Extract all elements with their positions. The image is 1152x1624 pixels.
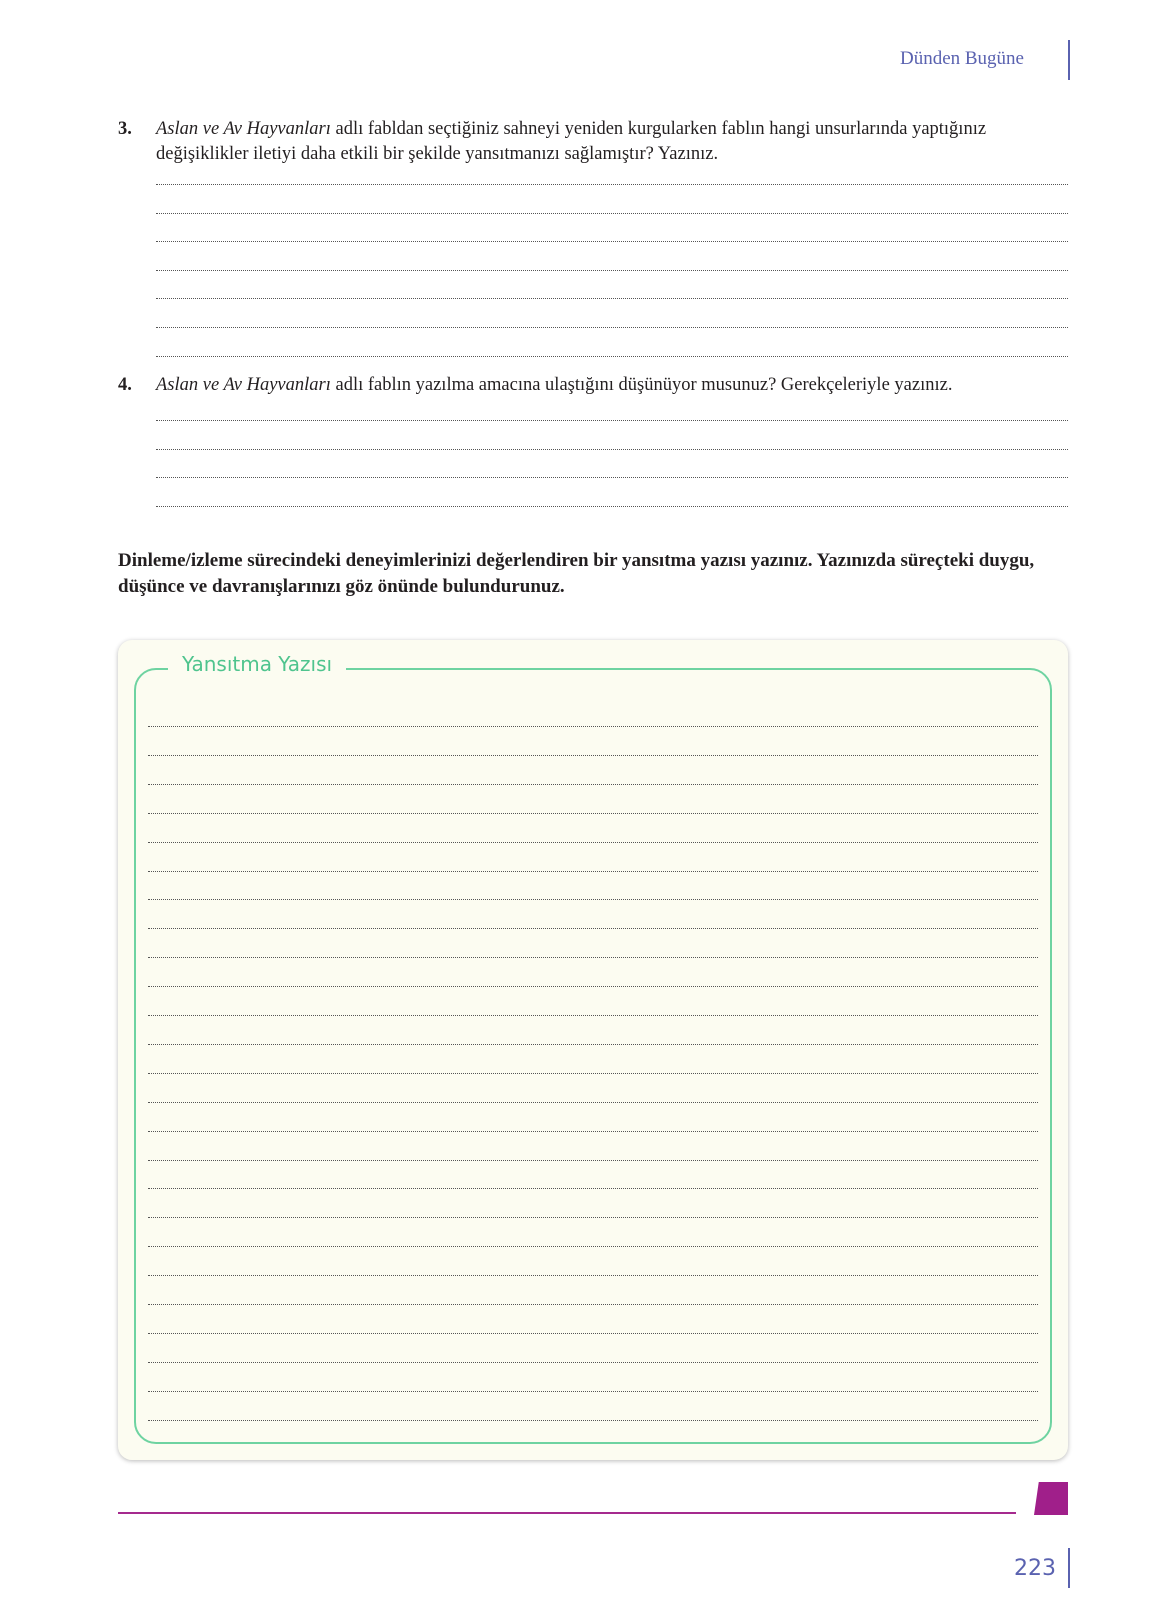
writing-line[interactable] <box>156 212 1068 214</box>
running-header: Dünden Bugüne <box>899 48 1024 69</box>
fable-title: Aslan ve Av Hayvanları <box>156 375 331 395</box>
question-3 <box>118 117 1068 167</box>
writing-line[interactable] <box>148 1072 1038 1074</box>
writing-line[interactable] <box>148 1245 1038 1247</box>
writing-line[interactable] <box>156 476 1068 478</box>
writing-line[interactable] <box>148 1332 1038 1334</box>
writing-line[interactable] <box>148 754 1038 756</box>
writing-line[interactable] <box>148 1303 1038 1305</box>
page-number: 223 <box>1014 1556 1056 1581</box>
writing-line[interactable] <box>156 297 1068 299</box>
writing-line[interactable] <box>148 1043 1038 1045</box>
writing-line[interactable] <box>148 1419 1038 1421</box>
writing-line[interactable] <box>148 1014 1038 1016</box>
footer-rule <box>118 1512 1016 1514</box>
reflection-box-title: Yansıtma Yazısı <box>168 652 346 676</box>
writing-instruction: Dinleme/izleme sürecindeki deneyimlerinizi değerlendiren bir yansıtma yazısı yazınız. Yazınızda süreçteki duygu, düşünce ve davranışlarınızı göz önünde bulundurunuz. <box>118 550 1035 597</box>
question-text <box>156 373 1068 398</box>
writing-line[interactable] <box>148 927 1038 929</box>
writing-line[interactable] <box>156 448 1068 450</box>
writing-line[interactable] <box>148 1159 1038 1161</box>
writing-line[interactable] <box>156 326 1068 328</box>
header-divider <box>1068 40 1070 80</box>
reflection-box <box>118 640 1068 1460</box>
writing-line[interactable] <box>148 870 1038 872</box>
writing-line[interactable] <box>156 419 1068 421</box>
question-number: 3. <box>118 119 132 139</box>
writing-line[interactable] <box>148 841 1038 843</box>
question-4 <box>118 373 1068 398</box>
question-body: adlı fablın yazılma amacına ulaştığını düşünüyor musunuz? Gerekçeleriyle yazınız. <box>330 375 953 395</box>
footer-tab <box>1034 1482 1068 1515</box>
writing-line[interactable] <box>148 1390 1038 1392</box>
question-number: 4. <box>118 375 132 395</box>
writing-line[interactable] <box>156 355 1068 357</box>
writing-line[interactable] <box>148 1274 1038 1276</box>
writing-line[interactable] <box>148 956 1038 958</box>
writing-line[interactable] <box>148 1101 1038 1103</box>
writing-line[interactable] <box>156 269 1068 271</box>
writing-line[interactable] <box>148 812 1038 814</box>
writing-line[interactable] <box>148 725 1038 727</box>
writing-line[interactable] <box>148 1216 1038 1218</box>
writing-line[interactable] <box>156 183 1068 185</box>
writing-line[interactable] <box>148 1130 1038 1132</box>
writing-line[interactable] <box>156 240 1068 242</box>
question-body: adlı fabldan seçtiğiniz sahneyi yeniden kurgularken fablın hangi unsurlarında yaptığınız değişiklikler iletiyi daha etkili bir şekilde yansıtmanızı sağlamıştır? Yazınız. <box>156 119 987 164</box>
writing-line[interactable] <box>156 505 1068 507</box>
writing-line[interactable] <box>148 985 1038 987</box>
writing-line[interactable] <box>148 783 1038 785</box>
writing-line[interactable] <box>148 898 1038 900</box>
writing-line[interactable] <box>148 1361 1038 1363</box>
fable-title: Aslan ve Av Hayvanları <box>156 119 331 139</box>
page-number-divider <box>1068 1548 1070 1588</box>
question-text <box>156 117 1068 167</box>
writing-line[interactable] <box>148 1187 1038 1189</box>
